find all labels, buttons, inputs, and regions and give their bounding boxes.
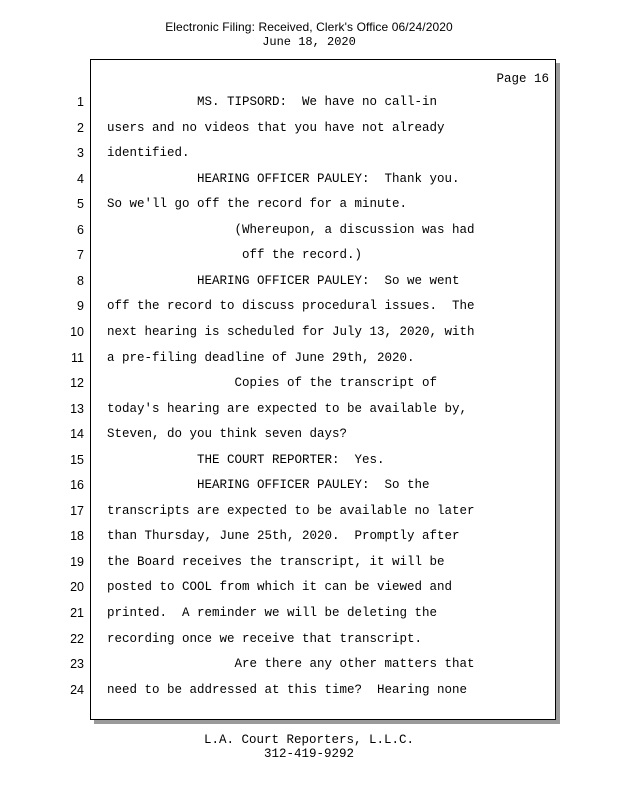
transcript-line: Are there any other matters that [107,657,475,671]
transcript-line: a pre-filing deadline of June 29th, 2020. [107,351,415,365]
line-number-gutter [0,0,88,800]
line-number: 20 [70,580,84,594]
transcript-line: recording once we receive that transcript. [107,632,423,646]
transcript-line: Copies of the transcript of [107,376,438,390]
transcript-line: HEARING OFFICER PAULEY: So the [107,478,430,492]
transcript-line: Steven, do you think seven days? [107,427,348,441]
transcript-line: the Board receives the transcript, it will be [107,555,445,569]
transcript-line: posted to COOL from which it can be viewed and [107,580,453,594]
line-number: 10 [70,325,84,339]
line-number: 8 [77,274,84,288]
filing-stamp: Electronic Filing: Received, Clerk's Office 06/24/2020 [165,20,453,34]
transcript-line: need to be addressed at this time? Hearing none [107,683,468,697]
line-number: 2 [77,121,84,135]
line-number: 6 [77,223,84,237]
transcript-line: So we'll go off the record for a minute. [107,197,408,211]
line-number: 3 [77,146,84,160]
line-number: 23 [70,657,84,671]
line-number: 14 [70,427,84,441]
line-number: 18 [70,529,84,543]
transcript-line: printed. A reminder we will be deleting the [107,606,438,620]
line-number: 12 [70,376,84,390]
line-number: 17 [70,504,84,518]
line-number: 22 [70,632,84,646]
transcript-date: June 18, 2020 [262,35,356,49]
transcript-line: users and no videos that you have not already [107,121,445,135]
line-number: 11 [71,351,84,365]
transcript-line: (Whereupon, a discussion was had [107,223,475,237]
line-number: 19 [70,555,84,569]
footer-phone: 312-419-9292 [263,747,354,761]
transcript-line: MS. TIPSORD: We have no call-in [107,95,438,109]
footer-company: L.A. Court Reporters, L.L.C. [203,733,415,747]
line-number: 24 [70,683,84,697]
page-number: Page 16 [496,72,549,86]
line-number: 9 [77,299,84,313]
transcript-line: HEARING OFFICER PAULEY: So we went [107,274,460,288]
transcript-line: than Thursday, June 25th, 2020. Promptly after [107,529,460,543]
line-number: 4 [77,172,84,186]
line-number: 13 [70,402,84,416]
transcript-line: transcripts are expected to be available no later [107,504,475,518]
transcript-line: today's hearing are expected to be available by, [107,402,468,416]
transcript-line: THE COURT REPORTER: Yes. [107,453,385,467]
line-number: 5 [77,197,84,211]
line-number: 16 [70,478,84,492]
line-number: 15 [70,453,84,467]
line-number: 7 [77,248,84,262]
transcript-line: next hearing is scheduled for July 13, 2020, with [107,325,475,339]
transcript-line: identified. [107,146,190,160]
transcript-line: HEARING OFFICER PAULEY: Thank you. [107,172,460,186]
line-number: 21 [70,606,84,620]
transcript-line: off the record.) [107,248,363,262]
transcript-line: off the record to discuss procedural issues. The [107,299,475,313]
line-number: 1 [77,95,84,109]
